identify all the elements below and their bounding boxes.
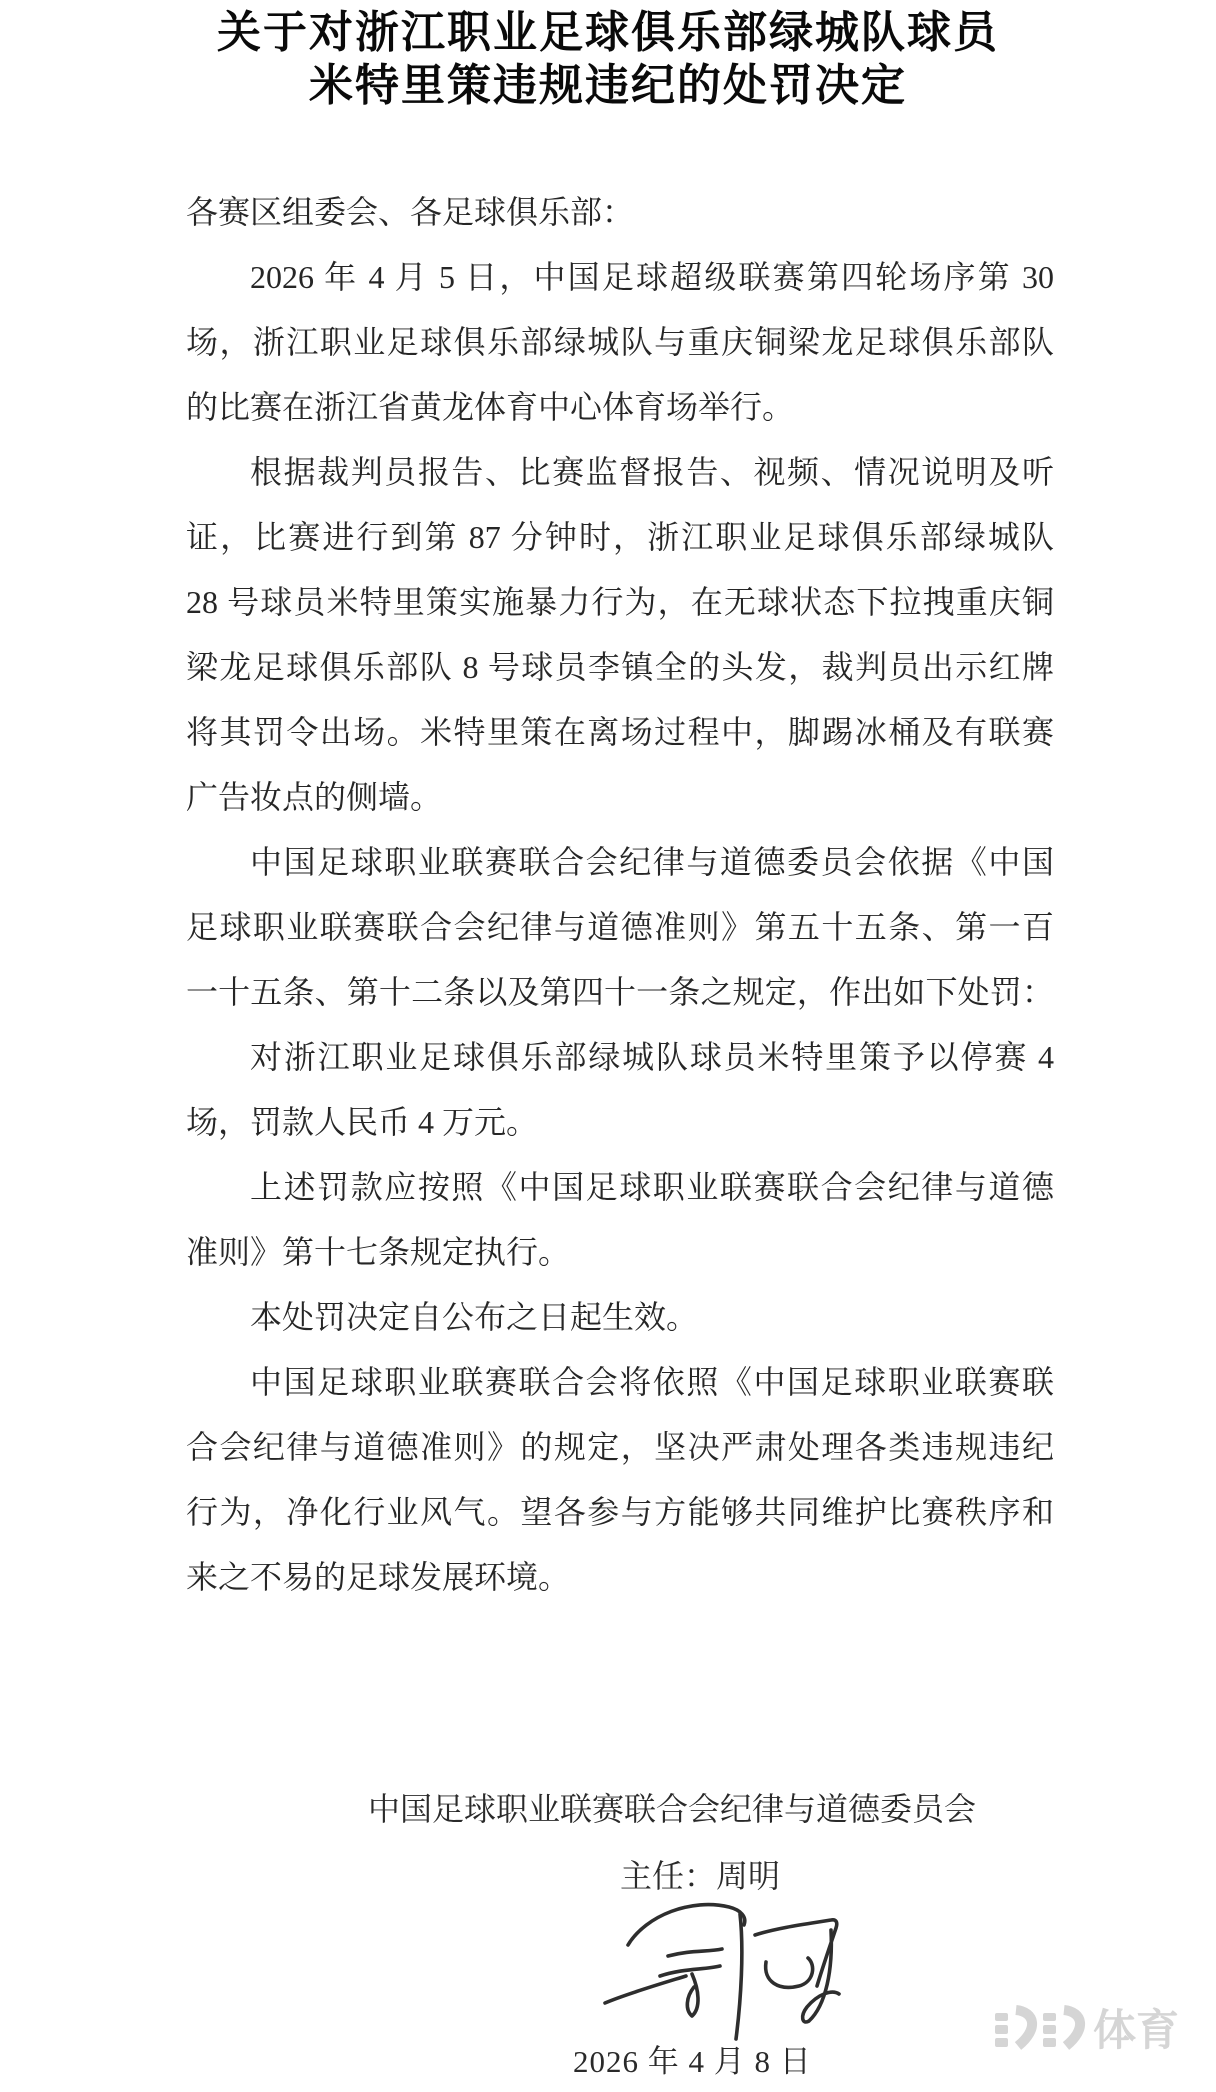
body-line: 对浙江职业足球俱乐部绿城队球员米特里策予以停赛 4 (250, 1039, 1054, 1075)
signature-signer-title: 主任：周明 (620, 1858, 781, 1894)
document-title (0, 6, 1216, 112)
watermark-text: 体育 (1093, 2007, 1179, 2052)
document-title-line2: 米特里策违规违纪的处罚决定 (309, 61, 907, 110)
document-title-line1: 关于对浙江职业足球俱乐部绿城队球员 (217, 8, 999, 57)
pp-sports-watermark-logo (995, 2000, 1185, 2052)
body-line: 一十五条、第十二条以及第四十一条之规定，作出如下处罚： (186, 974, 1054, 1010)
body-line: 本处罚决定自公布之日起生效。 (250, 1299, 699, 1335)
body-line: 的比赛在浙江省黄龙体育中心体育场举行。 (186, 389, 795, 425)
body-line: 足球职业联赛联合会纪律与道德准则》第五十五条、第一百 (186, 909, 1054, 945)
body-line: 行为，净化行业风气。望各参与方能够共同维护比赛秩序和 (186, 1494, 1054, 1530)
body-line: 中国足球职业联赛联合会纪律与道德委员会依据《中国 (250, 844, 1054, 880)
body-line: 证，比赛进行到第 87 分钟时，浙江职业足球俱乐部绿城队 (186, 519, 1054, 555)
watermark-p2-bar (1043, 2013, 1056, 2021)
document-body (186, 180, 1054, 1610)
body-line: 广告妆点的侧墙。 (186, 779, 443, 815)
body-line: 28 号球员米特里策实施暴力行为，在无球状态下拉拽重庆铜 (186, 584, 1054, 620)
body-line-salutation: 各赛区组委会、各足球俱乐部： (186, 194, 635, 230)
signature-organization: 中国足球职业联赛联合会纪律与道德委员会 (368, 1791, 977, 1827)
body-line: 场，罚款人民币 4 万元。 (186, 1104, 539, 1140)
watermark-p2-bowl (1064, 2010, 1080, 2046)
body-line: 梁龙足球俱乐部队 8 号球员李镇全的头发，裁判员出示红牌 (186, 649, 1054, 685)
body-line: 合会纪律与道德准则》的规定，坚决严肃处理各类违规违纪 (186, 1429, 1054, 1465)
watermark-p1-bowl (1016, 2010, 1032, 2046)
body-line: 2026 年 4 月 5 日，中国足球超级联赛第四轮场序第 30 (250, 259, 1054, 295)
handwritten-signature-image (580, 1890, 880, 2050)
watermark-p1-bar (995, 2013, 1008, 2021)
body-line: 准则》第十七条规定执行。 (186, 1234, 571, 1270)
body-line: 上述罚款应按照《中国足球职业联赛联合会纪律与道德 (250, 1169, 1054, 1205)
body-line: 场，浙江职业足球俱乐部绿城队与重庆铜梁龙足球俱乐部队 (186, 324, 1054, 360)
body-line: 根据裁判员报告、比赛监督报告、视频、情况说明及听 (250, 454, 1054, 490)
body-line: 中国足球职业联赛联合会将依照《中国足球职业联赛联 (250, 1364, 1054, 1400)
body-line: 将其罚令出场。米特里策在离场过程中，脚踢冰桶及有联赛 (186, 714, 1054, 750)
body-line: 来之不易的足球发展环境。 (186, 1559, 571, 1595)
document-date: 2026 年 4 月 8 日 (573, 2044, 812, 2079)
